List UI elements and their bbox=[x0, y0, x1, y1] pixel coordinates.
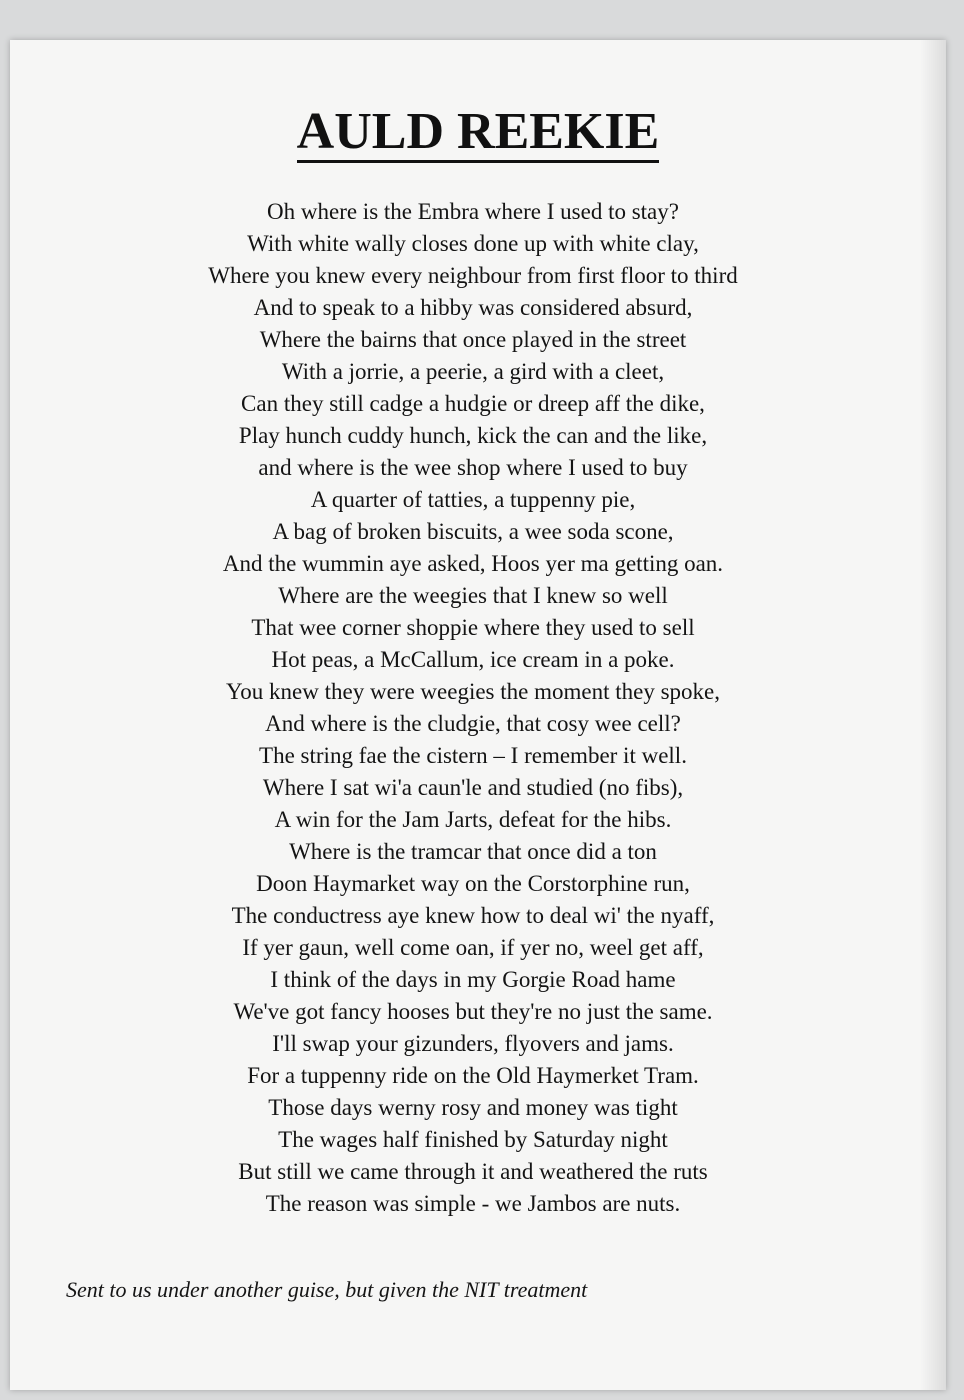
poem-line: and where is the wee shop where I used to buy bbox=[258, 455, 688, 480]
poem-title-block bbox=[10, 103, 946, 163]
poem-line: With white wally closes done up with white clay, bbox=[247, 231, 699, 256]
poem-line: Where you knew every neighbour from first floor to third bbox=[208, 263, 738, 288]
poem-line: With a jorrie, a peerie, a gird with a cleet, bbox=[281, 359, 665, 384]
poem-line: You knew they were weegies the moment they spoke, bbox=[226, 679, 720, 704]
poem-line: I'll swap your gizunders, flyovers and jams. bbox=[272, 1031, 674, 1056]
poem-line: I think of the days in my Gorgie Road hame bbox=[270, 967, 676, 992]
poem-title: AULD REEKIE bbox=[297, 106, 660, 163]
poem-line: And the wummin aye asked, Hoos yer ma getting oan. bbox=[222, 551, 724, 576]
poem-line: Where the bairns that once played in the street bbox=[259, 327, 687, 352]
poem-line: A win for the Jam Jarts, defeat for the hibs. bbox=[274, 807, 672, 832]
poem-line: Hot peas, a McCallum, ice cream in a poke. bbox=[271, 647, 675, 672]
poem-line: Can they still cadge a hudgie or dreep aff the dike, bbox=[241, 391, 705, 416]
poem-line: Play hunch cuddy hunch, kick the can and the like, bbox=[238, 423, 708, 448]
poem-line: Doon Haymarket way on the Corstorphine run, bbox=[256, 871, 690, 896]
poem-line: If yer gaun, well come oan, if yer no, weel get aff, bbox=[242, 935, 704, 960]
poem-line: That wee corner shoppie where they used to sell bbox=[251, 615, 695, 640]
poem-line: The wages half finished by Saturday night bbox=[278, 1127, 668, 1152]
poem-line: We've got fancy hooses but they're no just the same. bbox=[233, 999, 713, 1024]
poem-body bbox=[10, 196, 936, 1220]
poem-line: But still we came through it and weathered the ruts bbox=[238, 1159, 708, 1184]
poem-line: And where is the cludgie, that cosy wee cell? bbox=[265, 711, 681, 736]
poem-line: Where are the weegies that I knew so well bbox=[278, 583, 668, 608]
poem-line: The conductress aye knew how to deal wi' the nyaff, bbox=[231, 903, 715, 928]
page-sheet bbox=[10, 40, 946, 1390]
poem-line: Where I sat wi'a caun'le and studied (no fibs), bbox=[262, 775, 684, 800]
poem-line: Oh where is the Embra where I used to stay? bbox=[267, 199, 679, 224]
poem-line: A quarter of tatties, a tuppenny pie, bbox=[310, 487, 636, 512]
poem-line: And to speak to a hibby was considered absurd, bbox=[253, 295, 693, 320]
poem-line: Where is the tramcar that once did a ton bbox=[289, 839, 657, 864]
poem-line: The reason was simple - we Jambos are nuts. bbox=[265, 1191, 681, 1216]
poem-line: A bag of broken biscuits, a wee soda scone, bbox=[272, 519, 674, 544]
footnote: Sent to us under another guise, but given the NIT treatment bbox=[66, 1277, 588, 1302]
poem-line: The string fae the cistern – I remember it well. bbox=[259, 743, 687, 768]
poem-line: Those days werny rosy and money was tight bbox=[268, 1095, 678, 1120]
poem-line: For a tuppenny ride on the Old Haymerket Tram. bbox=[247, 1063, 699, 1088]
